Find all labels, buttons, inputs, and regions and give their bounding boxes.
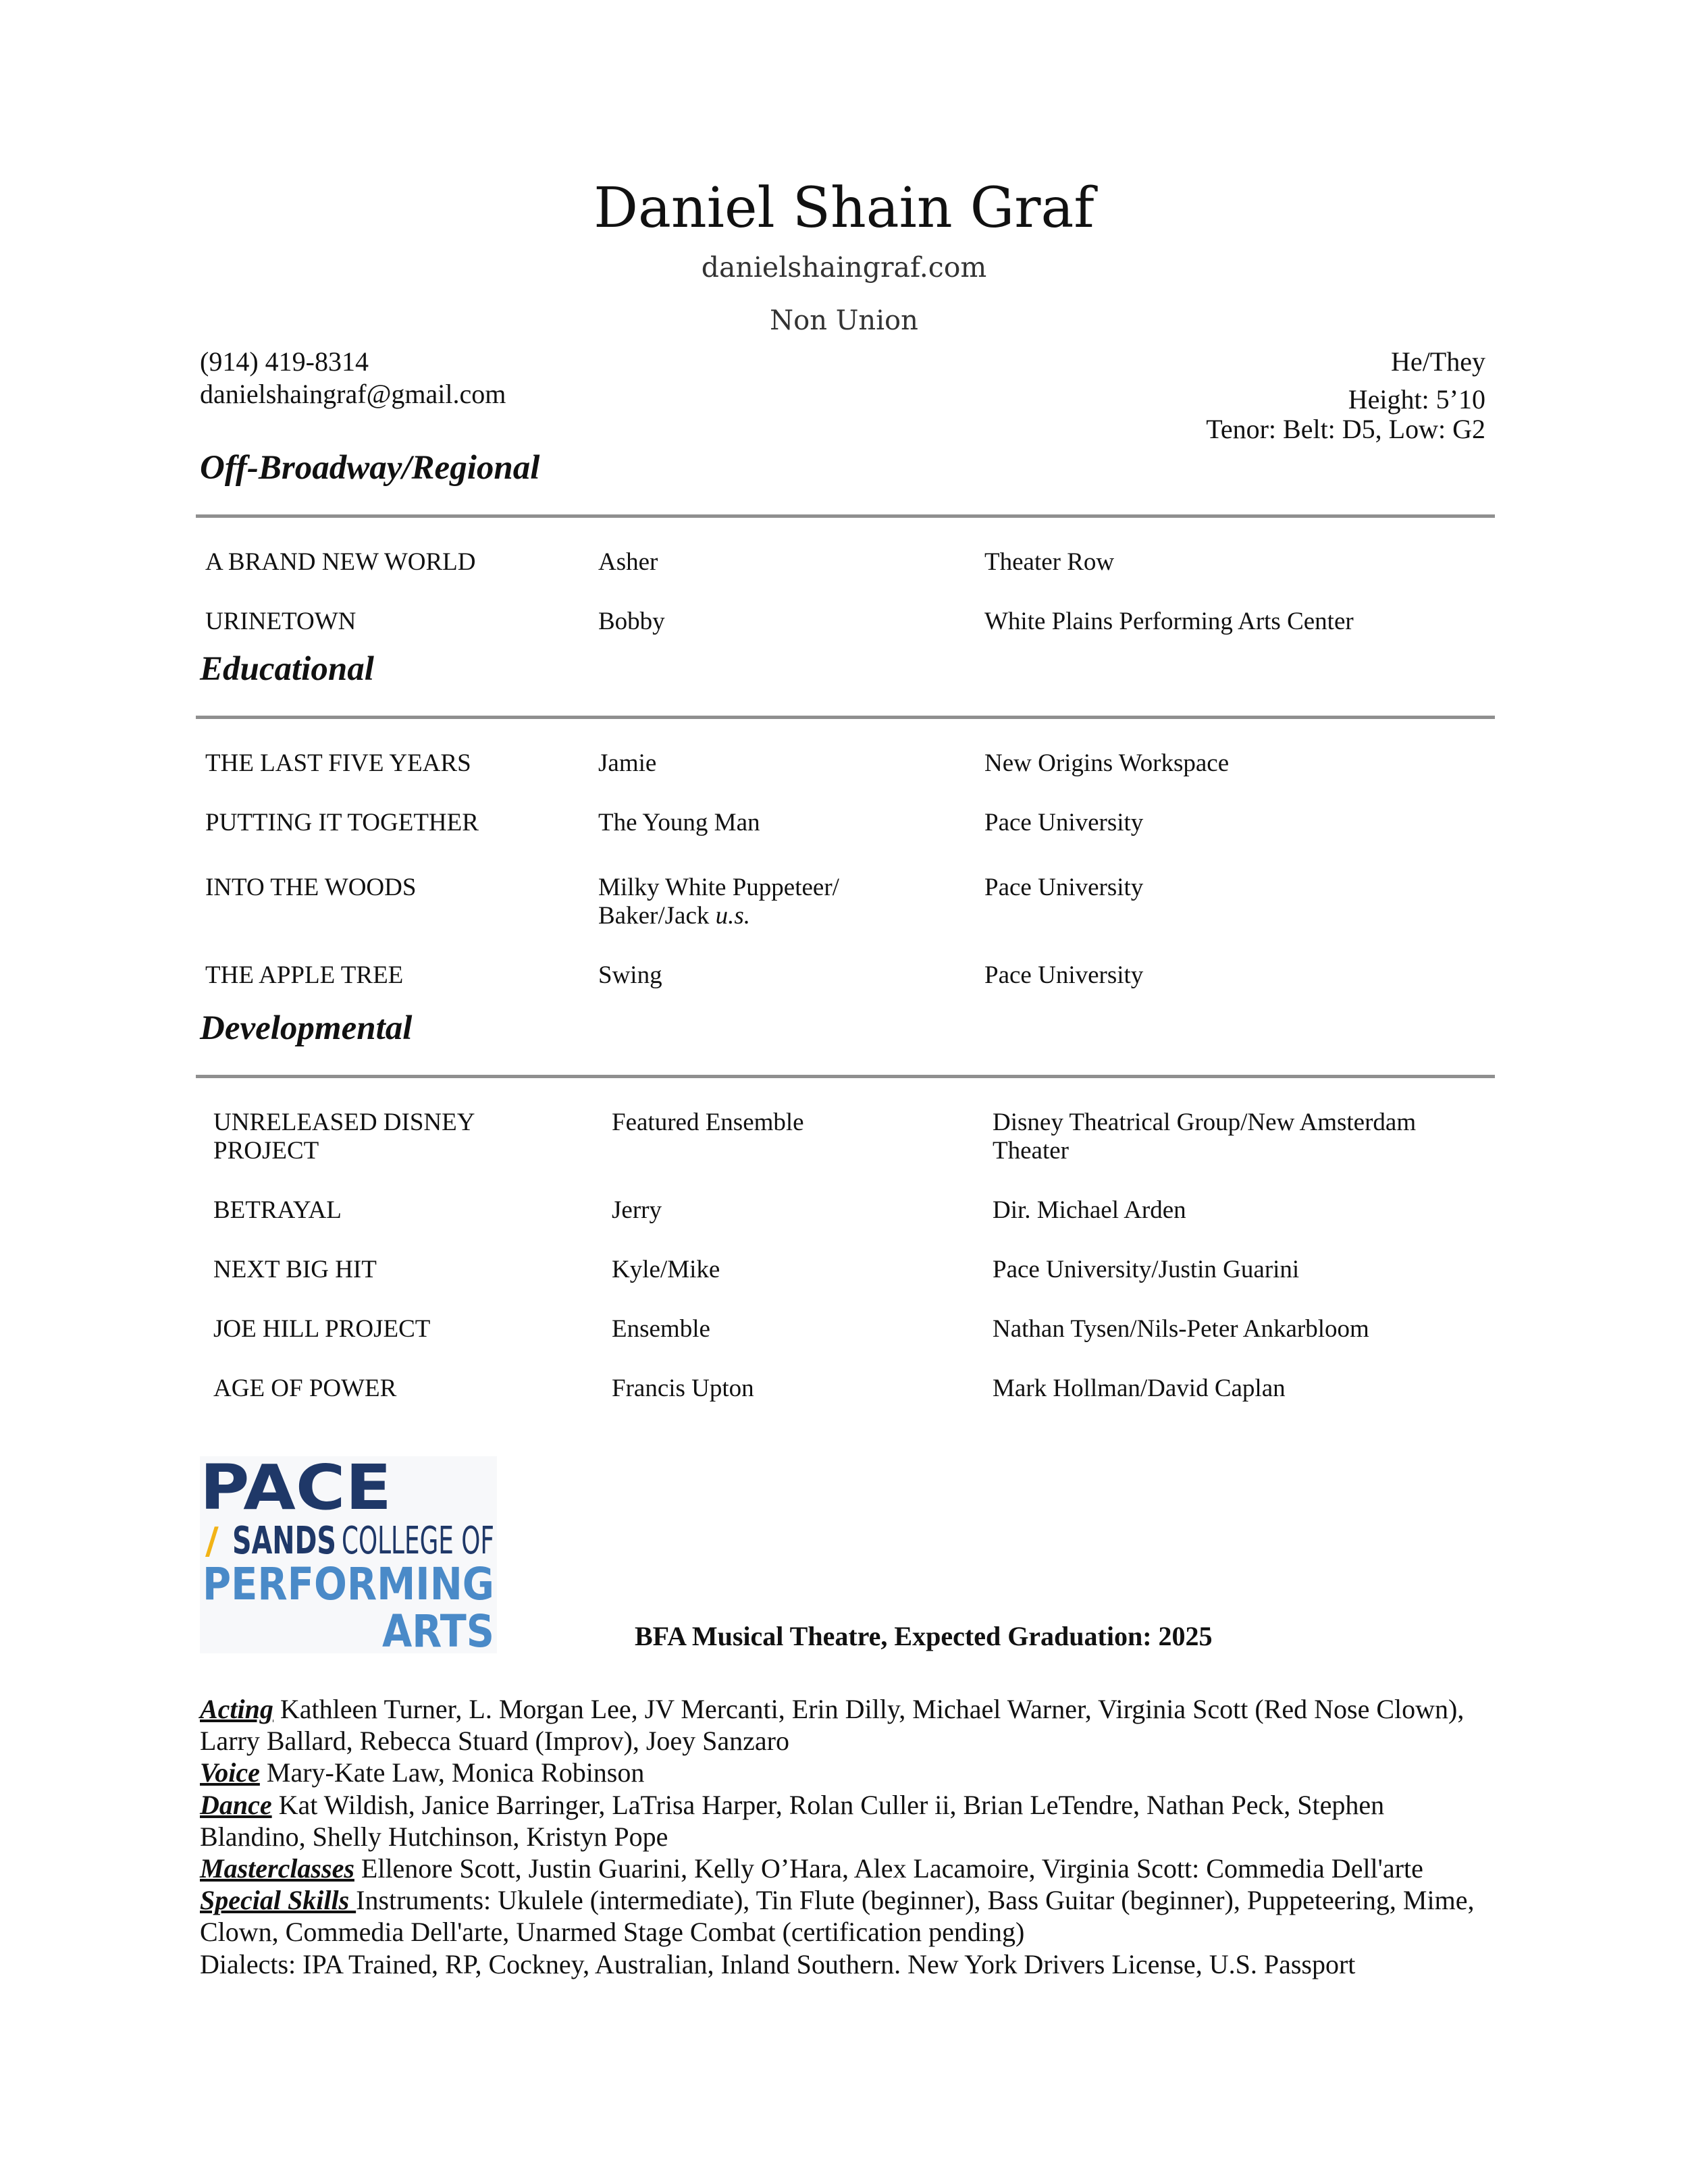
credit-role: Kyle/Mike (612, 1256, 720, 1283)
credit-venue: Dir. Michael Arden (993, 1196, 1186, 1224)
credit-show: INTO THE WOODS (205, 874, 417, 901)
training-text: Instruments: Ukulele (intermediate), Tin Flute (beginner), Bass Guitar (beginner), Puppeteering, Mime, Clown, Commedia Dell'arte, Unarmed Stage Combat (certification pending) (200, 1885, 1475, 1948)
training-text: Kat Wildish, Janice Barringer, LaTrisa Harper, Rolan Culler ii, Brian LeTendre, Nathan Peck, Stephen Blandino, Shelly Hutchinson, Kristyn Pope (200, 1789, 1385, 1852)
credit-role: Jamie (598, 749, 657, 777)
credit-show (213, 1109, 475, 1165)
credit-role: Bobby (598, 608, 665, 635)
training-dance (200, 1789, 1496, 1853)
section-title-off-broadway: Off-Broadway/Regional (200, 449, 540, 487)
training-block (200, 1693, 1496, 1980)
training-label-voice: Voice (200, 1757, 260, 1788)
training-text: Mary-Kate Law, Monica Robinson (259, 1757, 645, 1788)
contact-block (200, 346, 506, 410)
credit-role: Francis Upton (612, 1375, 754, 1402)
section-divider (196, 514, 1495, 518)
logo-line-performing: PERFORMING (203, 1558, 494, 1610)
training-text: Kathleen Turner, L. Morgan Lee, JV Mercanti, Erin Dilly, Michael Warner, Virginia Scott (Red Nose Clown), Larry Ballard, Rebecca Stuard (Improv), Joey Sanzaro (200, 1694, 1465, 1757)
pronouns: He/They (1391, 346, 1485, 377)
credit-role: Jerry (612, 1196, 662, 1224)
credit-role (598, 874, 839, 930)
credit-venue-line: Disney Theatrical Group/New Amsterdam (993, 1109, 1417, 1136)
credit-role-line: Milky White Puppeteer/ (598, 874, 839, 901)
email-address[interactable]: danielshaingraf@gmail.com (200, 379, 506, 409)
training-label-dance: Dance (200, 1789, 272, 1820)
credit-role: Ensemble (612, 1315, 710, 1343)
credit-show: THE APPLE TREE (205, 961, 404, 989)
logo-line-college-of: COLLEGE OF (342, 1519, 494, 1563)
phone-number: (914) 419-8314 (200, 346, 369, 377)
credit-role-text: Baker/Jack (598, 902, 710, 930)
training-label-special-skills: Special Skills (200, 1885, 357, 1916)
training-label-acting: Acting (200, 1694, 273, 1724)
credit-show: URINETOWN (205, 608, 357, 635)
credit-show: THE LAST FIVE YEARS (205, 749, 471, 777)
credit-role: Asher (598, 548, 658, 576)
credit-show: AGE OF POWER (213, 1375, 397, 1402)
credit-show-line: PROJECT (213, 1137, 319, 1165)
training-label-masterclasses: Masterclasses (200, 1853, 354, 1884)
training-masterclasses (200, 1853, 1496, 1884)
section-divider (196, 716, 1495, 719)
logo-line-arts: ARTS (382, 1605, 494, 1657)
credit-role: Swing (598, 961, 662, 989)
training-voice (200, 1757, 1496, 1788)
section-title-developmental: Developmental (200, 1009, 413, 1047)
training-special-skills (200, 1884, 1496, 1948)
credit-venue: Pace University (984, 874, 1144, 901)
training-text: Ellenore Scott, Justin Guarini, Kelly O’Hara, Alex Lacamoire, Virginia Scott: Commedia Dell'arte (354, 1853, 1423, 1884)
credit-venue: Pace University/Justin Guarini (993, 1256, 1300, 1283)
credit-venue: New Origins Workspace (984, 749, 1230, 777)
credit-show: BETRAYAL (213, 1196, 342, 1224)
candidate-name: Daniel Shain Graf (594, 176, 1094, 240)
section-divider (196, 1075, 1495, 1078)
training-dialects: Dialects: IPA Trained, RP, Cockney, Australian, Inland Southern. New York Drivers License, U.S. Passport (200, 1948, 1356, 1979)
pace-sands-logo-graphic (200, 1451, 497, 1657)
credit-show: PUTTING IT TOGETHER (205, 809, 479, 836)
degree-info: BFA Musical Theatre, Expected Graduation: 2025 (635, 1621, 1213, 1651)
credit-venue: Pace University (984, 809, 1144, 836)
credit-role-line (598, 902, 839, 930)
credit-show: NEXT BIG HIT (213, 1256, 377, 1283)
logo-line-sands: SANDS (232, 1519, 336, 1563)
section-title-educational: Educational (200, 650, 374, 688)
voice-type: Tenor: Belt: D5, Low: G2 (1206, 414, 1485, 444)
credit-venue (993, 1109, 1416, 1165)
logo-slash: / (205, 1520, 219, 1562)
credit-venue: White Plains Performing Arts Center (984, 608, 1354, 635)
credit-show-line: UNRELEASED DISNEY (213, 1109, 475, 1136)
understudy-note: u.s. (715, 902, 751, 930)
credit-venue: Pace University (984, 961, 1144, 989)
pace-sands-logo (200, 1451, 497, 1657)
height: Height: 5’10 (1348, 384, 1485, 415)
union-status: Non Union (770, 305, 918, 336)
credit-show: JOE HILL PROJECT (213, 1315, 431, 1343)
credit-venue-line: Theater (993, 1137, 1069, 1165)
training-acting (200, 1693, 1496, 1757)
credit-role: The Young Man (598, 809, 760, 836)
credit-venue: Nathan Tysen/Nils-Peter Ankarbloom (993, 1315, 1369, 1343)
credit-venue: Theater Row (984, 548, 1115, 576)
credit-show: A BRAND NEW WORLD (205, 548, 476, 576)
logo-line-pace: PACE (200, 1451, 392, 1524)
credit-venue: Mark Hollman/David Caplan (993, 1375, 1286, 1402)
credit-role: Featured Ensemble (612, 1109, 804, 1136)
website-link[interactable]: danielshaingraf.com (701, 251, 987, 284)
